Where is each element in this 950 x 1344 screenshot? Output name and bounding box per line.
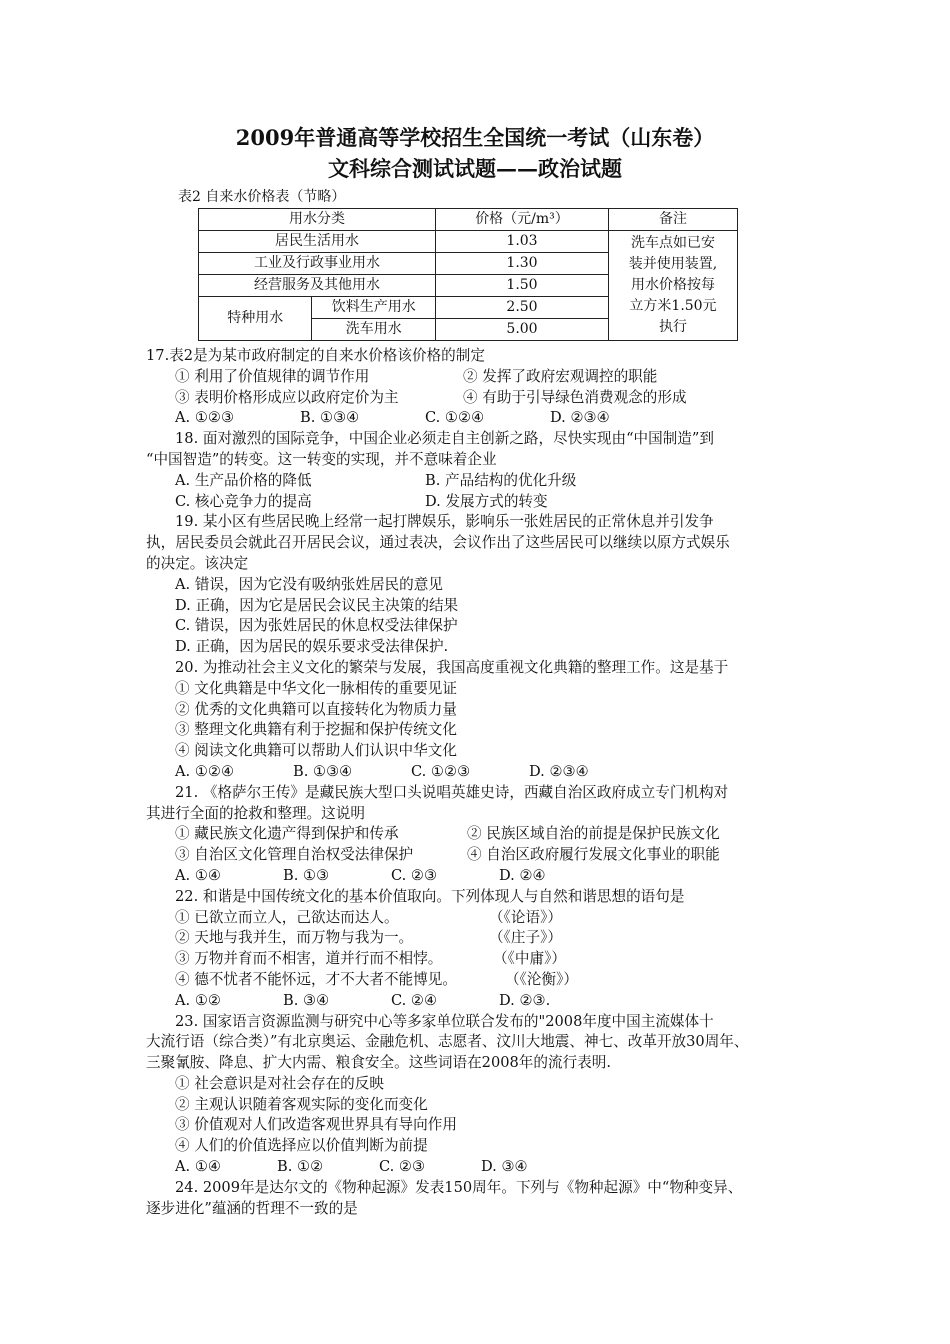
answer-choice: C. ②③ [391,866,438,884]
question-text [146,346,826,1219]
row-category: 工业及行政事业用水 [199,253,436,275]
q21-options-row2 [146,845,826,866]
answer-choice: D. 正确，因为居民的娱乐要求受法律保护. [175,638,449,656]
answer-choice: B. ①② [277,1158,324,1176]
row-price: 1.30 [436,253,609,275]
answer-choice: A. ①④ [175,1158,221,1176]
q22-source: （《庄子》） [489,929,562,947]
q22-option [146,970,826,991]
q22-option [146,908,826,929]
answer-choice: D. ②③. [499,991,551,1009]
note-line: 执行 [659,319,687,335]
note-line: 装并使用装置, [628,256,718,272]
row-price: 1.03 [436,231,609,253]
q23-option: ④ 人们的价值选择应以价值判断为前提 [175,1137,428,1155]
row-category: 洗车用水 [312,319,436,341]
q22-option [146,928,826,949]
row-price: 2.50 [436,297,609,319]
q19-stem: 19. 某小区有些居民晚上经常一起打牌娱乐，影响乐一张姓居民的正常休息并引发争 [175,513,714,531]
answer-choice: C. 核心竞争力的提高 [175,492,312,510]
exam-title: 2009年普通高等学校招生全国统一考试（山东卷） [235,125,715,150]
table-caption: 表2 自来水价格表（节略） [178,189,346,205]
q20-answers [146,762,826,783]
q23-option: ② 主观认识随着客观实际的变化而变化 [175,1095,428,1113]
answer-choice: B. ①③④ [293,762,353,780]
q17-option: ② 发挥了政府宏观调控的职能 [463,367,658,385]
q22-option [146,949,826,970]
q21-option: ④ 自治区政府履行发展文化事业的职能 [467,846,720,864]
answer-choice: A. ①②③ [175,409,235,427]
q20-stem: 20. 为推动社会主义文化的繁荣与发展，我国高度重视文化典籍的整理工作。这是基于 [175,658,729,676]
answer-choice: B. ③④ [283,991,330,1009]
q21-option: ① 藏民族文化遗产得到保护和传承 [175,825,399,843]
q22-quote: ④ 德不忧者不能怀远，才不大者不能博见。 [175,970,457,988]
exam-subtitle: 文科综合测试试题——政治试题 [328,156,622,181]
q20-option: ④ 阅读文化典籍可以帮助人们认识中华文化 [175,742,457,760]
q18-stem: 18. 面对激烈的国际竞争，中国企业必须走自主创新之路，尽快实现由“中国制造”到 [175,430,714,448]
table-header-row [199,209,738,231]
answer-choice: D. ②③④ [529,762,589,780]
answer-choice: C. ①②④ [425,409,485,427]
q20-option: ③ 整理文化典籍有利于挖掘和保护传统文化 [175,721,457,739]
q17-options-row1 [146,367,826,388]
q23-stem-cont: 三聚氰胺、降息、扩大内需、粮食安全。这些词语在2008年的流行表明. [146,1054,612,1072]
special-label: 特种用水 [199,297,312,341]
answer-choice: D. 正确，因为它是居民会议民主决策的结果 [175,596,459,614]
row-price: 1.50 [436,275,609,297]
q21-stem: 21. 《格萨尔王传》是藏民族大型口头说唱英雄史诗，西藏自治区政府成立专门机构对 [175,783,729,801]
q20-option: ① 文化典籍是中华文化一脉相传的重要见证 [175,679,457,697]
note-line: 洗车点如已安 [631,235,715,251]
answer-choice: C. ②③ [379,1158,426,1176]
answer-choice: A. 生产品价格的降低 [175,471,312,489]
q22-quote: ① 已欲立而立人，己欲达而达人。 [175,908,399,926]
q19-stem-cont: 的决定。该决定 [146,554,249,572]
q24-stem: 24. 2009年是达尔文的《物种起源》发表150周年。下列与《物种起源》中“物种变异、 [175,1178,743,1196]
answer-choice: A. 错误，因为它没有吸纳张姓居民的意见 [175,575,443,593]
q18-stem-cont: “中国智造”的转变。这一转变的实现，并不意味着企业 [146,450,497,468]
q17-answers [146,408,826,429]
q23-stem: 23. 国家语言资源监测与研究中心等多家单位联合发布的"2008年度中国主流媒体十 [175,1012,714,1030]
answer-choice: D. 发展方式的转变 [425,492,548,510]
note-line: 立方米1.50元 [629,298,717,314]
header-note: 备注 [609,209,738,231]
answer-choice: B. 产品结构的优化升级 [425,471,577,489]
q23-stem-cont: 大流行语（综合类）”有北京奥运、金融危机、志愿者、汶川大地震、神七、改革开放30周年、 [146,1033,749,1051]
q17-option: ① 利用了价值规律的调节作用 [175,367,370,385]
answer-choice: B. ①③④ [300,409,360,427]
q18-options-row1 [146,471,826,492]
q22-stem: 22. 和谐是中国传统文化的基本价值取向。下列体现人与自然和谐思想的语句是 [175,887,685,905]
q21-answers [146,866,826,887]
q17-options-row2 [146,388,826,409]
answer-choice: C. ②④ [391,991,438,1009]
q24-stem-cont: 逐步进化”蕴涵的哲理不一致的是 [146,1199,358,1217]
q19-stem-cont: 执，居民委员会就此召开居民会议，通过表决，会议作出了这些居民可以继续以原方式娱乐 [146,534,730,552]
q23-option: ① 社会意识是对社会存在的反映 [175,1074,384,1092]
q18-options-row2 [146,492,826,513]
header-price: 价格（元/m³） [436,209,609,231]
note-cell [609,231,738,341]
q21-option: ② 民族区域自治的前提是保护民族文化 [467,825,720,843]
answer-choice: D. ③④ [481,1158,528,1176]
answer-choice: A. ①②④ [175,762,235,780]
row-category: 经营服务及其他用水 [199,275,436,297]
answer-choice: C. 错误，因为张姓居民的休息权受法律保护 [175,617,458,635]
q17-option: ④ 有助于引导绿色消费观念的形成 [463,388,687,406]
answer-choice: B. ①③ [283,866,330,884]
answer-choice: A. ①④ [175,866,221,884]
q17-stem: 17.表2是为某市政府制定的自来水价格该价格的制定 [146,347,485,364]
water-price-table [198,208,738,341]
answer-choice: A. ①② [175,991,221,1009]
header-category: 用水分类 [199,209,436,231]
q22-source: （《论语》） [489,908,562,926]
note-line: 用水价格按每 [631,277,715,293]
q17-option: ③ 表明价格形成应以政府定价为主 [175,388,399,406]
q21-options-row1 [146,824,826,845]
answer-choice: C. ①②③ [411,762,471,780]
q22-source: （《中庸》） [493,950,566,968]
q21-option: ③ 自治区文化管理自治权受法律保护 [175,846,414,864]
row-category: 饮料生产用水 [312,297,436,319]
table-row [199,231,738,253]
answer-choice: D. ②④ [499,866,546,884]
q20-option: ② 优秀的文化典籍可以直接转化为物质力量 [175,700,457,718]
answer-choice: D. ②③④ [550,409,610,427]
q22-source: （《沦衡》） [505,970,578,988]
q21-stem-cont: 其进行全面的抢救和整理。这说明 [146,804,365,822]
q22-quote: ② 天地与我并生，而万物与我为一。 [175,929,414,947]
q22-answers [146,991,826,1012]
row-category: 居民生活用水 [199,231,436,253]
q23-option: ③ 价值观对人们改造客观世界具有导向作用 [175,1116,457,1134]
row-price: 5.00 [436,319,609,341]
q22-quote: ③ 万物并育而不相害，道并行而不相悖。 [175,950,443,968]
q23-answers [146,1157,826,1178]
